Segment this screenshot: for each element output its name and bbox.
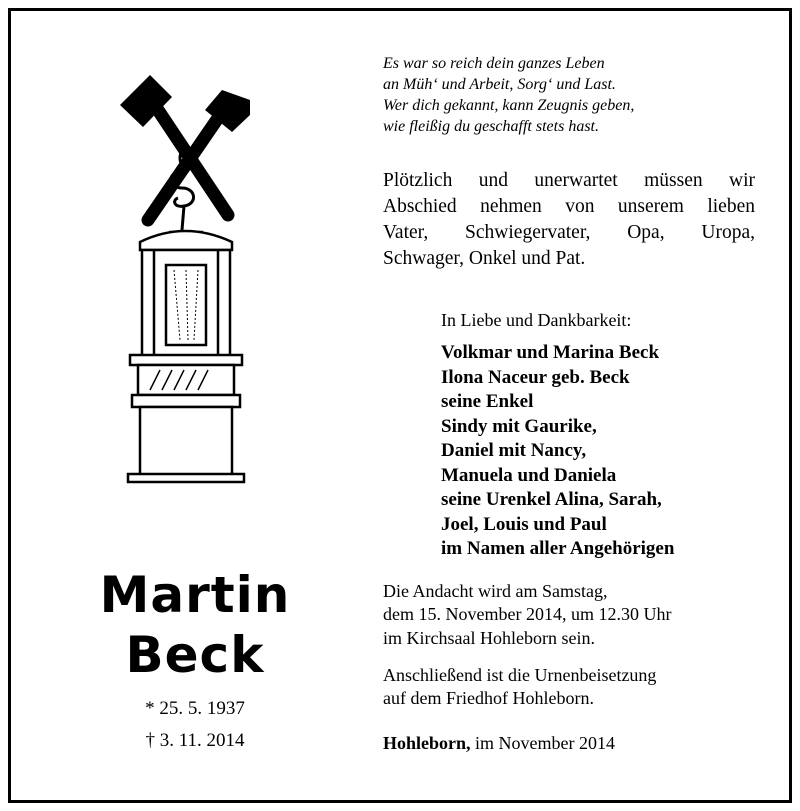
memorial-poem bbox=[383, 53, 763, 137]
service-line: dem 15. November 2014, um 12.30 Uhr bbox=[383, 604, 672, 625]
mourner-line: seine Enkel bbox=[441, 391, 534, 412]
left-hammer-icon bbox=[120, 75, 228, 215]
lamp-cage-icon bbox=[130, 250, 242, 365]
service-line: Die Andacht wird am Samstag, bbox=[383, 581, 608, 601]
poem-line: Wer dich gekannt, kann Zeugnis geben, bbox=[383, 97, 635, 115]
service-info bbox=[383, 580, 743, 650]
miners-lamp-hammer-pick-icon bbox=[110, 70, 260, 490]
mourner-line: Ilona Naceur geb. Beck bbox=[441, 366, 630, 388]
poem-line: an Müh‘ und Arbeit, Sorg‘ und Last. bbox=[383, 76, 616, 94]
announcement-line: Plötzlich und unerwartet müssen wir bbox=[383, 170, 755, 191]
announcement-line: Vater, Schwiegervater, Opa, Uropa, bbox=[383, 221, 755, 243]
birth-date: * 25. 5. 1937 bbox=[145, 698, 245, 719]
mourner-line: Daniel mit Nancy, bbox=[441, 440, 587, 461]
burial-line: auf dem Friedhof Hohleborn. bbox=[383, 688, 594, 709]
gratitude-heading: In Liebe und Dankbarkeit: bbox=[441, 310, 632, 330]
lamp-base-icon bbox=[128, 407, 244, 482]
death-date: † 3. 11. 2014 bbox=[145, 730, 245, 751]
service-line: im Kirchsaal Hohleborn sein. bbox=[383, 627, 595, 648]
mourner-line: seine Urenkel Alina, Sarah, bbox=[441, 489, 662, 510]
burial-line: Anschließend ist die Urnenbeisetzung bbox=[383, 665, 657, 685]
deceased-last-name: Beck bbox=[125, 626, 265, 684]
poem-line: wie fleißig du geschafft stets hast. bbox=[383, 118, 599, 136]
footer-date: im November 2014 bbox=[475, 733, 615, 753]
lamp-top-icon bbox=[140, 231, 232, 250]
mourners-list bbox=[441, 341, 761, 562]
announcement-line: Schwager, Onkel und Pat. bbox=[383, 247, 586, 269]
mourner-line: Sindy mit Gaurike, bbox=[441, 415, 597, 437]
mourner-line: Joel, Louis und Paul bbox=[441, 513, 607, 535]
announcement-line: Abschied nehmen von unserem lieben bbox=[383, 195, 755, 217]
mourner-line: Manuela und Daniela bbox=[441, 464, 617, 486]
footer-place: Hohleborn, bbox=[383, 733, 471, 753]
burial-info bbox=[383, 664, 743, 711]
lamp-glass-icon bbox=[132, 365, 240, 407]
place-date-footer bbox=[383, 733, 615, 754]
announcement-text bbox=[383, 168, 755, 272]
deceased-first-name: Martin bbox=[99, 566, 291, 624]
poem-line: Es war so reich dein ganzes Leben bbox=[383, 55, 605, 72]
mourner-line: Volkmar und Marina Beck bbox=[441, 342, 660, 363]
mourner-line: im Namen aller Angehörigen bbox=[441, 538, 675, 559]
